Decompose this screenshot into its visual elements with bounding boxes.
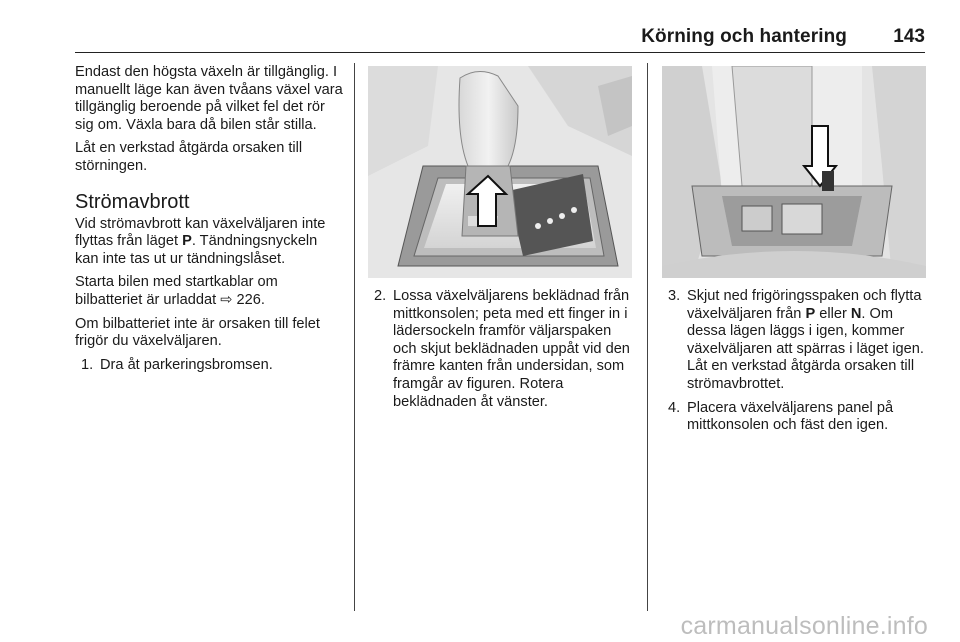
heading-power-failure: Strömavbrott bbox=[75, 190, 190, 213]
column-divider-2 bbox=[647, 63, 648, 611]
page-header bbox=[75, 26, 925, 52]
column-divider-1 bbox=[354, 63, 355, 611]
column-2 bbox=[368, 288, 632, 417]
column-3 bbox=[662, 288, 926, 441]
column-1 bbox=[75, 64, 343, 380]
watermark: carmanualsonline.info bbox=[680, 612, 928, 640]
header-rule bbox=[75, 52, 925, 53]
paragraph-workshop: Låt en verkstad åtgärda orsaken till störningen. bbox=[75, 140, 303, 174]
paragraph-power-failure: Vid strömavbrott kan växelväljaren inte flyttas från läget P. Tändningsnyckeln kan inte tas ut ur tändningslåset. bbox=[75, 215, 326, 267]
gear-lever-illustration bbox=[368, 66, 632, 278]
list-item-step-4: 4. Placera växelväljarens panel på mittkonsolen och fäst den igen. bbox=[668, 399, 894, 434]
figure-release-lever bbox=[662, 66, 926, 278]
list-item-step-2: 2. Lossa växelväljarens beklädnad från mittkonsolen; peta med ett finger in i lädersockeln framför väljarspaken och skjut beklädnaden uppåt vid den främre kanten från undersidan, som framgår av figuren. Rotera beklädnaden åt vänster. bbox=[374, 288, 630, 410]
paragraph-release: Om bilbatteriet inte är orsaken till felet frigör du växelväljaren. bbox=[75, 315, 320, 350]
paragraph-fault: Endast den högsta växeln är tillgänglig. I manuellt läge kan även tvåans växel vara tillgänglig beroende på vilket fel det rör sig om. Växla bara då bilen står stilla. bbox=[75, 64, 343, 133]
page-number: 143 bbox=[893, 26, 925, 47]
list-item-step-1: 1. Dra åt parkeringsbromsen. bbox=[81, 356, 273, 373]
section-title: Körning och hantering bbox=[641, 26, 847, 47]
page-reference-link[interactable]: ⇨ 226. bbox=[220, 291, 265, 308]
figure-gear-selector-cover bbox=[368, 66, 632, 278]
release-lever-illustration bbox=[662, 66, 926, 278]
list-item-step-3: 3. Skjut ned frigöringsspaken och flytta växelväljaren från P eller N. Om dessa lägen läggs i igen, kommer växelväljaren att spärras i läget igen. Låt en verkstad åtgärda orsaken till strömavbrottet. bbox=[668, 288, 924, 392]
paragraph-jump-start: Starta bilen med startkablar om bilbatteriet är urladdat ⇨ 226. bbox=[75, 274, 278, 308]
